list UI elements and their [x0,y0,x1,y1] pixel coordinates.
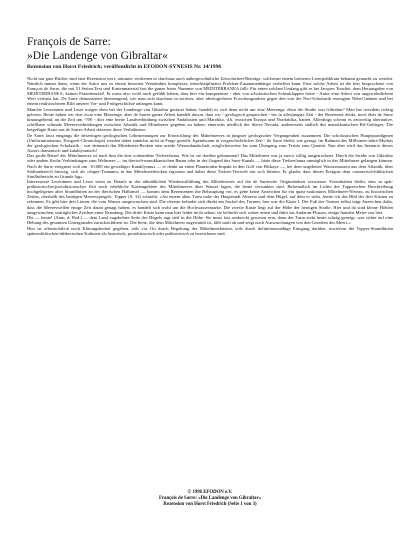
article-subtitle: Rezension von Horst Friedrich; veröffentlicht in EFODON-SYNESIS Nr. 14/1996 [27,64,222,70]
article [27,36,393,236]
title-work: »Die Landenge von Gibraltar« [27,49,168,62]
title-author: François de Sarre: [27,36,111,48]
footer-copyright: © 1996 EFODON e.V. [187,490,233,495]
paragraph: Die — heute! (Anm. d. Red.) — dem Land zugekehrte Seite des Hügels ragt steil in die Höhe. Sie muss fast senkrecht gewesen sein, denn der Turm steht heute schräg geneigt, was sicher auf eine Hebung des gesamten Untergrundes zurückzuführen ist. Die Seite, die dem Mittelmeer zugewandt ist, fällt sanft ab und zeigt noch Auswaschungen von den Gezeiten des Meers.« [27,215,393,226]
footer-page-info: Rezension von Horst Friedrich (Seite 1 von 3) [163,502,257,507]
page-footer [0,490,420,508]
article-title [27,36,393,63]
footer-article-title: François de Sarre: »Die Landenge von Gibraltar« [159,496,261,501]
paragraph: Nicht nur gute Bücher sind eine Rezension wert, mitunter verdienen es durchaus auch außergewöhnliche Zeitschriften-Beiträge, solcherart einem breiteren Leserpublikum bekannt gemacht zu werden. Nämlich immer dann, wenn der Autor uns zu einem besseren Verständnis komplexer, interdisziplinärer Problem-Zusammenhänge verhelfen kann. Eine solche Arbeit ist die hier besprochene von François de Sarre, die mit 51 Seiten Text und Kartenmaterial fast die ganze letzte Nummer von MEDITERRANEA füllt. Für einen solchen Umfang gibt es bei Jacques Touchet, dem Herausgeber von MEDITERRANEA, keinen Präzedenzfall. Er muss also wohl auch gefühlt haben, dass hier ein kompetenter - aber von scholastischen Scheuklappen freier - Autor eine Arbeit von ungewöhnlichem Wert verfasst hat. De Sarre demonstriert überzeugend, wie man sich durchaus in seriöser, aber ideologiefreier Forschungsarbeit gegen den von der Neo-Scholastik erzeugten Nebel bahnen und bei einem realistischeren Bild unserer Vor- und Frühgeschichte anlangen kann. [27,76,393,107]
paragraph: Interessierte Leserinnen und Leser seien zu Details in der allmählichen Wiederauffüllung des Mittelmeeres auf die de Sarresche Originalarbeit verwiesen. Festzuhalten bleibt, dass in spät-prähistorischer/protohistorischer Zeit noch erhebliche Küstengebiete des Mittelmeeres über Wasser lagen, die heute versunken sind. Befremdlich im Lichte der Topperschen Beschreibung hochgelegener alter Strandlinien an der iberischen Halbinsel — kommt dem Rezensenten die Behauptung vor, es gebe keine Anzeichen für ein quasi-stationäres Mittelmeer-Niveau, zu historischen Zeiten, oberhalb des heutigen Meeresspiegels. Topper (S. 32) schreibt: »An einem alten Turm nahe der Hauptstadt Almeria und dem Hügel, auf dem er steht, lernte ich das Bild der drei Küsten zu erkennen. Es gibt hier drei Linien, die vom Wasser ausgewaschen sind. Die oberste befindet sich direkt am Sockel des Turmes; hier war die Küste I. Der Fuß des Turmes selbst trägt Anzeichen dafür, dass die Meereswellen einige Zeit daran genagt haben; es handelt sich wohl um die Hochwassermarke. Die zweite Küste liegt auf der Höhe der heutigen Straße. Hier und da sind kleine Höhlen ausgewaschen, untrügliches Zeichen einer Brandung. Die dritte Küste kann man hier leider nicht sehen; sie befindet sich weiter unten und führt ins Andaran-Flusses, einige hundert Meter von hier. [27,179,393,215]
paragraph: Das große Rätsel des Mittelmeeres ist nach ihm die dort vorhandene Tiefseefauna. Wie ist sie dorthin gekommen? Das Mittelmeer war ja zuvor völlig ausgetrocknet. Durch die Straße von Gibraltar oder andere flache Verbindungen zum Weltmeer — im iberisch-marokkanischen Raum oder in der Gegend des Suez-Kanals — hätte diese Tiefseefauna unmöglich in das Mittelmeer gelangen können. Nach de Sarre ereignete sich um -10.000 ein gewaltiger Kataklysmus — er denkt an einen Planetoiden-Impakt in den Golf von Biskaya —, bei dem ungeheure Wassermassen aus dem Atlantik, über Südfrankreich hinweg, sich als »Super-Tsunami« in das Mittelmeerbecken ergossen und dabei diese Tiefsee-Tierwelt mit sich führten. Er glaubt, dass dieses Ereignis dem »sumerisch-biblischen Sintflutbericht zu Grunde lag«. [27,153,393,179]
paragraph: Hier ist offensichtlich noch Klärungsbedarf gegeben, teils vor Ort durch Begehung der Mittelmeerküsten, teils durch definitionsmäßige Einigung darüber, inwiefern die Topper-Strandlinien spätneolithischen/altiberischen Kulturen als historisch, protohistorisch oder prähistorisch zu bezeichnen sind. [27,225,393,236]
paragraph: De Sarre fasst eingangs die derzeitigen geologischen Lehrmeinungen zur Entwicklung des Mittelmeeres in jüngster geologischer Vergangenheit zusammen. Die scholastischen Hauptparadigmen (Uniformitarismus, Ewigzeit-Chronologie) werden dabei zunächst nicht in Frage gestellt. Irgendwann in vorgeschichtlicher Zeit - de Sarre bleibt, wie gesagt, im Rahmen des Millionen-Jahre-Mythus der geologischen Scholastik - war demnach das Mittelmeer-Becken eine ariede Wüstenlandschaft, möglicherweise bis zum Übergang vom Tertiär zum Quartär. Nun aber wird das Szenario dieses Autors dramatisch und kataklysmisch! [27,132,393,153]
paragraph: Manche Leserinnen und Leser mögen eben bei der Landenge von Gibraltar gestutzt haben: handelt es sich denn nicht um eine Meerenge, eben die Straße von Gibraltar? Man hat trotzdem richtig gelesen. Heute haben wir dort zwar eine Meerenge, aber de Sarres ganze Arbeit handelt davon, dass wir - geologisch gesprochen - bis in allerjüngste Zeit - der Rezensent denkt, noch über de Sarre hinausgehend, an die Zeit um -700 - dort eine breite Landverbindung zwischen Andalusien und Marokko, d.h. zwischen Europa und Nordafrika, hatten. Allerdings scheint es zeitweilig alternative, schiffbare schmale Meeresverbindungen zwischen Atlantik und Mittelmeer gegeben zu haben: einerseits nördlich der Sierra Nevada, andererseits südlich des marokkanischen Rif-Gebirges. Die beigefügte Karte aus de Sarres Arbeit skizziert diese Verhältnisse. [27,106,393,133]
